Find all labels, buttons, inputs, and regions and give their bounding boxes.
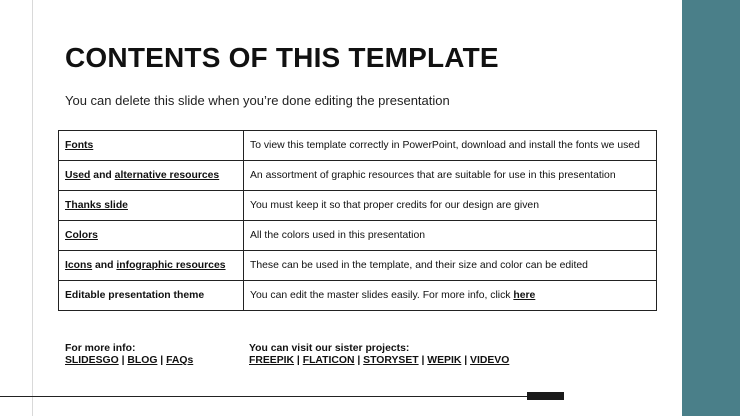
- sister-projects-links: [249, 355, 509, 367]
- wepik-link[interactable]: WEPIK: [427, 355, 462, 366]
- faqs-link[interactable]: FAQs: [166, 355, 194, 366]
- flaticon-link[interactable]: FLATICON: [302, 355, 355, 366]
- row-label-cell: [59, 131, 244, 161]
- left-margin-rule: [32, 0, 33, 416]
- more-info-heading: For more info:: [65, 343, 136, 354]
- table-row: [59, 281, 657, 311]
- slidesgo-link[interactable]: SLIDESGO: [65, 355, 119, 366]
- label-connector: and: [90, 169, 115, 181]
- blog-link[interactable]: BLOG: [127, 355, 158, 366]
- thanks-slide-link[interactable]: Thanks slide: [65, 199, 128, 211]
- editable-theme-label: Editable presentation theme: [65, 289, 205, 301]
- more-info-links: [65, 355, 193, 367]
- table-row: [59, 221, 657, 251]
- row-label-cell: [59, 281, 244, 311]
- table-row: [59, 161, 657, 191]
- colors-link[interactable]: Colors: [65, 229, 98, 241]
- table-row: [59, 191, 657, 221]
- freepik-link[interactable]: FREEPIK: [249, 355, 295, 366]
- accent-side-panel: [682, 0, 740, 416]
- row-description: An assortment of graphic resources that are suitable for use in this presentation: [244, 161, 657, 191]
- row-description: To view this template correctly in PowerPoint, download and install the fonts we used: [244, 131, 657, 161]
- table-row: [59, 131, 657, 161]
- link-separator: |: [354, 355, 364, 366]
- alternative-resources-link[interactable]: alternative resources: [114, 169, 220, 181]
- infographic-resources-link[interactable]: infographic resources: [116, 259, 226, 271]
- label-connector: and: [92, 259, 117, 271]
- videvo-link[interactable]: VIDEVO: [470, 355, 510, 366]
- link-separator: |: [157, 355, 167, 366]
- row-label-cell: [59, 161, 244, 191]
- link-separator: |: [294, 355, 303, 366]
- used-link[interactable]: Used: [65, 169, 91, 181]
- row-description: You must keep it so that proper credits for our design are given: [244, 191, 657, 221]
- row-description: [244, 281, 657, 311]
- link-separator: |: [461, 355, 471, 366]
- row-label-cell: [59, 191, 244, 221]
- sister-projects-block: [249, 343, 509, 367]
- row-description: These can be used in the template, and their size and color can be edited: [244, 251, 657, 281]
- row-label-cell: [59, 251, 244, 281]
- slide-title: CONTENTS OF THIS TEMPLATE: [65, 42, 499, 73]
- slide-subtitle: You can delete this slide when you’re done editing the presentation: [65, 93, 450, 108]
- row-description-text: You can edit the master slides easily. For more info, click: [250, 289, 514, 301]
- sister-projects-heading: You can visit our sister projects:: [249, 343, 410, 354]
- here-link[interactable]: here: [513, 289, 536, 301]
- row-description: All the colors used in this presentation: [244, 221, 657, 251]
- icons-link[interactable]: Icons: [65, 259, 93, 271]
- bottom-accent-bar: [527, 392, 564, 400]
- bottom-rule: [0, 396, 530, 397]
- storyset-link[interactable]: STORYSET: [363, 355, 419, 366]
- link-separator: |: [118, 355, 128, 366]
- more-info-block: [65, 343, 193, 367]
- fonts-link[interactable]: Fonts: [65, 139, 94, 151]
- table-row: [59, 251, 657, 281]
- contents-table: [58, 130, 657, 311]
- link-separator: |: [418, 355, 428, 366]
- row-label-cell: [59, 221, 244, 251]
